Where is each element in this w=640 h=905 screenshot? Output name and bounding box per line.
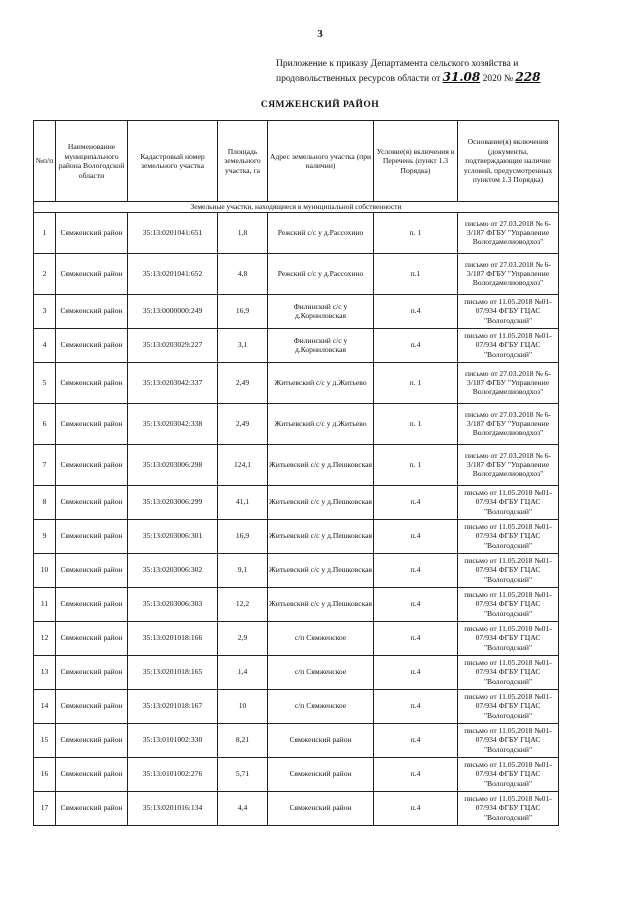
table-row: [34, 723, 559, 757]
header-area: Площадь земельного участка, га: [218, 121, 268, 202]
page-number: 3: [317, 28, 323, 40]
cell-district: Сямженский район: [56, 253, 128, 294]
cell-cadastral: 35:13:0201018:167: [128, 689, 218, 723]
table-row: [34, 621, 559, 655]
cell-number: 8: [34, 485, 56, 519]
table-row: [34, 253, 559, 294]
cell-condition: п. 1: [374, 403, 458, 444]
cell-address: Житьевский с/с у д.Пешковская: [268, 587, 374, 621]
cell-cadastral: 35:13:0203006:299: [128, 485, 218, 519]
cell-area: 5,71: [218, 757, 268, 791]
cell-condition: п.4: [374, 791, 458, 825]
table-row: [34, 757, 559, 791]
cell-area: 16,9: [218, 519, 268, 553]
table-row: [34, 553, 559, 587]
district-title: СЯМЖЕНСКИЙ РАЙОН: [260, 100, 380, 110]
order-number-label: №: [503, 74, 514, 84]
cell-basis: письмо от 11.05.2018 №01-07/934 ФГБУ ГЦАС "Вологодский": [458, 587, 559, 621]
header-number: №п/п: [34, 121, 56, 202]
cell-condition: п.4: [374, 587, 458, 621]
cell-cadastral: 35:13:0203029:227: [128, 328, 218, 362]
cell-district: Сямженский район: [56, 403, 128, 444]
cell-condition: п.4: [374, 655, 458, 689]
cell-number: 12: [34, 621, 56, 655]
cell-area: 10: [218, 689, 268, 723]
section-title: Земельные участки, находящиеся в муниципальной собственности: [34, 202, 559, 213]
cell-number: 7: [34, 444, 56, 485]
cell-number: 10: [34, 553, 56, 587]
cell-number: 6: [34, 403, 56, 444]
cell-condition: п. 1: [374, 362, 458, 403]
order-date-handwritten: 31.08: [442, 70, 481, 84]
cell-address: с/п Сямженское: [268, 621, 374, 655]
appendix-header: [276, 58, 606, 86]
table-header-row: [34, 121, 559, 202]
cell-cadastral: 35:13:0101002:276: [128, 757, 218, 791]
cell-condition: п.4: [374, 519, 458, 553]
cell-area: 124,1: [218, 444, 268, 485]
table-row: [34, 294, 559, 328]
cell-basis: письмо от 27.03.2018 № 6-3/187 ФГБУ "Управление Вологдамелиоводхоз": [458, 253, 559, 294]
cell-address: Режский с/с у д.Рассохино: [268, 253, 374, 294]
cell-number: 13: [34, 655, 56, 689]
cell-district: Сямженский район: [56, 689, 128, 723]
cell-cadastral: 35:13:0203042:338: [128, 403, 218, 444]
table-row: [34, 403, 559, 444]
table-row: [34, 212, 559, 253]
cell-cadastral: 35:13:0201041:652: [128, 253, 218, 294]
cell-cadastral: 35:13:0203006:301: [128, 519, 218, 553]
cell-district: Сямженский район: [56, 519, 128, 553]
cell-district: Сямженский район: [56, 294, 128, 328]
header-district: Наименование муниципального района Вологодской области: [56, 121, 128, 202]
cell-cadastral: 35:13:0203006:302: [128, 553, 218, 587]
cell-basis: письмо от 11.05.2018 №01-07/934 ФГБУ ГЦАС "Вологодский": [458, 757, 559, 791]
cell-basis: письмо от 27.03.2018 № 6-3/187 ФГБУ "Управление Вологдамелиоводхоз": [458, 403, 559, 444]
cell-address: Житьевский с/с у д.Житьево: [268, 403, 374, 444]
cell-cadastral: 35:13:0201041:651: [128, 212, 218, 253]
cell-district: Сямженский район: [56, 791, 128, 825]
cell-number: 2: [34, 253, 56, 294]
cell-condition: п.1: [374, 253, 458, 294]
cell-address: Филинский с/с у д.Корниловская: [268, 328, 374, 362]
cell-address: Житьевский с/с у д.Пешковская: [268, 553, 374, 587]
cell-area: 3,1: [218, 328, 268, 362]
cell-cadastral: 35:13:0201018:165: [128, 655, 218, 689]
cell-condition: п.4: [374, 294, 458, 328]
land-plots-table: [33, 120, 559, 826]
cell-basis: письмо от 11.05.2018 №01-07/934 ФГБУ ГЦАС "Вологодский": [458, 791, 559, 825]
cell-address: Житьевский с/с у д.Пешковская: [268, 444, 374, 485]
cell-number: 17: [34, 791, 56, 825]
cell-district: Сямженский район: [56, 212, 128, 253]
appendix-line-2: [276, 71, 606, 86]
cell-condition: п.4: [374, 485, 458, 519]
order-number-handwritten: 228: [515, 70, 541, 84]
cell-number: 15: [34, 723, 56, 757]
cell-basis: письмо от 11.05.2018 №01-07/934 ФГБУ ГЦАС "Вологодский": [458, 328, 559, 362]
cell-area: 12,2: [218, 587, 268, 621]
cell-cadastral: 35:13:0203042:337: [128, 362, 218, 403]
order-year: 2020: [482, 74, 502, 84]
cell-address: Сямженский район: [268, 791, 374, 825]
cell-condition: п.4: [374, 621, 458, 655]
table-row: [34, 444, 559, 485]
cell-basis: письмо от 11.05.2018 №01-07/934 ФГБУ ГЦАС "Вологодский": [458, 553, 559, 587]
cell-basis: письмо от 27.03.2018 № 6-3/187 ФГБУ "Управление Вологдамелиоводхоз": [458, 212, 559, 253]
cell-area: 2,9: [218, 621, 268, 655]
cell-basis: письмо от 11.05.2018 №01-07/934 ФГБУ ГЦАС "Вологодский": [458, 689, 559, 723]
appendix-line-1: Приложение к приказу Департамента сельского хозяйства и: [276, 59, 519, 69]
cell-area: 8,21: [218, 723, 268, 757]
section-row: [34, 202, 559, 213]
cell-district: Сямженский район: [56, 757, 128, 791]
cell-district: Сямженский район: [56, 655, 128, 689]
cell-area: 41,1: [218, 485, 268, 519]
cell-condition: п.4: [374, 757, 458, 791]
table-row: [34, 519, 559, 553]
cell-number: 9: [34, 519, 56, 553]
appendix-order-from: продовольственных ресурсов области от: [276, 74, 441, 84]
cell-number: 14: [34, 689, 56, 723]
cell-district: Сямженский район: [56, 328, 128, 362]
cell-address: Житьевский с/с у д.Пешковская: [268, 519, 374, 553]
table-row: [34, 655, 559, 689]
cell-condition: п.4: [374, 689, 458, 723]
cell-address: с/п Сямженское: [268, 689, 374, 723]
cell-condition: п.4: [374, 328, 458, 362]
cell-number: 11: [34, 587, 56, 621]
cell-condition: п. 1: [374, 444, 458, 485]
cell-cadastral: 35:13:0201016:134: [128, 791, 218, 825]
cell-district: Сямженский район: [56, 553, 128, 587]
header-basis: Основание(я) включения (документы, подтверждающие наличие условий, предусмотренных пунктом 1.3 Порядка): [458, 121, 559, 202]
cell-cadastral: 35:13:0000000:249: [128, 294, 218, 328]
cell-address: Сямженский район: [268, 723, 374, 757]
cell-address: Житьевский с/с у д.Пешковская: [268, 485, 374, 519]
cell-number: 1: [34, 212, 56, 253]
cell-district: Сямженский район: [56, 362, 128, 403]
cell-basis: письмо от 11.05.2018 №01-07/934 ФГБУ ГЦАС "Вологодский": [458, 294, 559, 328]
table-row: [34, 362, 559, 403]
cell-area: 1,8: [218, 212, 268, 253]
header-cadastral: Кадастровый номер земельного участка: [128, 121, 218, 202]
cell-address: Филинский с/с у д.Корниловская: [268, 294, 374, 328]
cell-number: 3: [34, 294, 56, 328]
cell-area: 9,1: [218, 553, 268, 587]
cell-address: с/п Сямженское: [268, 655, 374, 689]
cell-condition: п. 1: [374, 212, 458, 253]
table-row: [34, 485, 559, 519]
cell-condition: п.4: [374, 723, 458, 757]
cell-condition: п.4: [374, 553, 458, 587]
cell-area: 2,49: [218, 403, 268, 444]
cell-district: Сямженский район: [56, 485, 128, 519]
cell-area: 4,4: [218, 791, 268, 825]
table-row: [34, 689, 559, 723]
table-row: [34, 791, 559, 825]
table-row: [34, 587, 559, 621]
cell-district: Сямженский район: [56, 587, 128, 621]
cell-district: Сямженский район: [56, 444, 128, 485]
cell-basis: письмо от 11.05.2018 №01-07/934 ФГБУ ГЦАС "Вологодский": [458, 723, 559, 757]
cell-cadastral: 35:13:0203006:303: [128, 587, 218, 621]
table-row: [34, 328, 559, 362]
cell-address: Житьевский с/с у д.Житьево: [268, 362, 374, 403]
cell-basis: письмо от 11.05.2018 №01-07/934 ФГБУ ГЦАС "Вологодский": [458, 621, 559, 655]
cell-basis: письмо от 11.05.2018 №01-07/934 ФГБУ ГЦАС "Вологодский": [458, 485, 559, 519]
cell-cadastral: 35:13:0201018:166: [128, 621, 218, 655]
cell-area: 1,4: [218, 655, 268, 689]
cell-basis: письмо от 27.03.2018 № 6-3/187 ФГБУ "Управление Вологдамелиоводхоз": [458, 362, 559, 403]
cell-area: 4,8: [218, 253, 268, 294]
cell-basis: письмо от 27.03.2018 № 6-3/187 ФГБУ "Управление Вологдамелиоводхоз": [458, 444, 559, 485]
header-condition: Условие(я) включения в Перечень (пункт 1.3 Порядка): [374, 121, 458, 202]
cell-address: Сямженский район: [268, 757, 374, 791]
cell-area: 2,49: [218, 362, 268, 403]
cell-address: Режский с/с у д.Рассохино: [268, 212, 374, 253]
cell-area: 16,9: [218, 294, 268, 328]
cell-district: Сямженский район: [56, 621, 128, 655]
cell-basis: письмо от 11.05.2018 №01-07/934 ФГБУ ГЦАС "Вологодский": [458, 655, 559, 689]
cell-district: Сямженский район: [56, 723, 128, 757]
cell-basis: письмо от 11.05.2018 №01-07/934 ФГБУ ГЦАС "Вологодский": [458, 519, 559, 553]
cell-number: 5: [34, 362, 56, 403]
cell-cadastral: 35:13:0101002:330: [128, 723, 218, 757]
cell-number: 16: [34, 757, 56, 791]
header-address: Адрес земельного участка (при наличии): [268, 121, 374, 202]
cell-cadastral: 35:13:0203006:298: [128, 444, 218, 485]
cell-number: 4: [34, 328, 56, 362]
